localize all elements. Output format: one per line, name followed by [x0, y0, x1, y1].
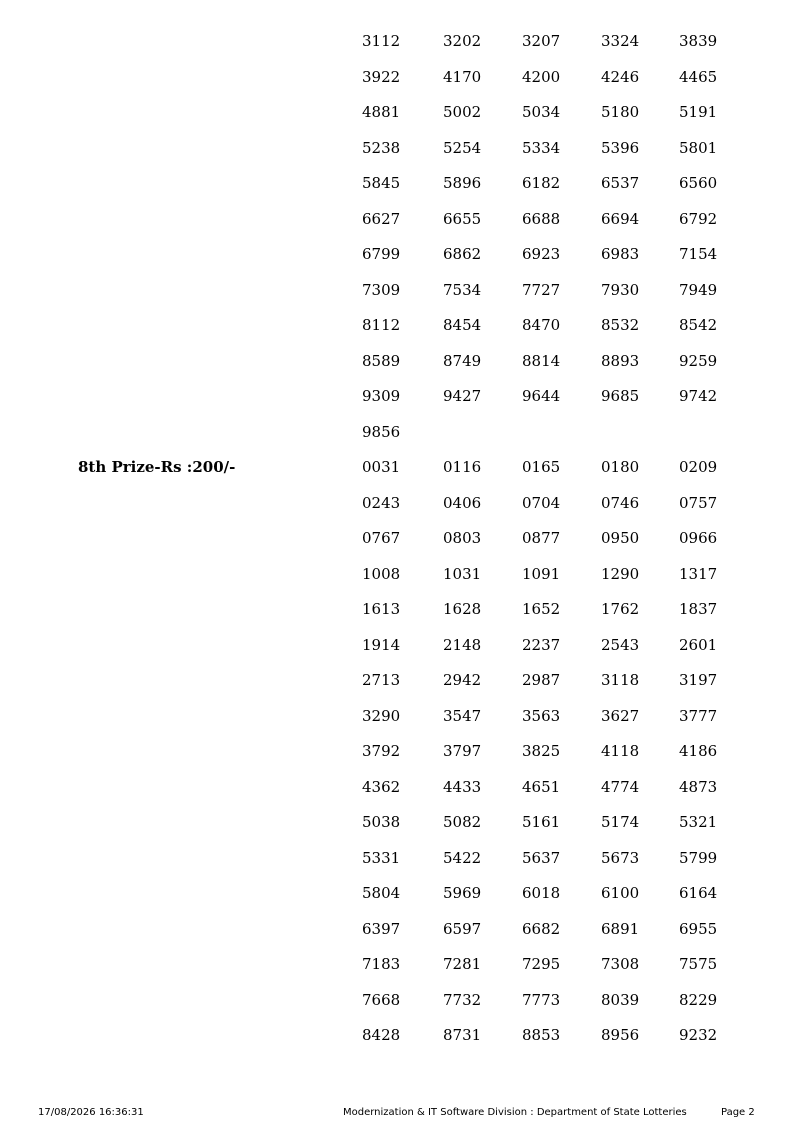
number-row: [0, 742, 800, 762]
number-row: [0, 600, 800, 620]
ticket-number: 7295: [522, 955, 561, 973]
ticket-number: 0767: [362, 529, 401, 547]
ticket-number: 4651: [522, 777, 561, 796]
ticket-number: 6694: [601, 209, 640, 228]
ticket-number: 7575: [679, 955, 718, 973]
ticket-number: 0165: [522, 458, 561, 476]
number-row: [0, 174, 800, 194]
ticket-number: 0966: [679, 529, 718, 547]
ticket-number: 3290: [362, 706, 401, 725]
ticket-number: 0950: [601, 529, 640, 547]
ticket-number: 3797: [443, 742, 482, 760]
ticket-number: 6655: [443, 209, 482, 228]
ticket-number: 5334: [522, 138, 561, 157]
ticket-number: 6627: [362, 209, 401, 228]
prize-label: 8th Prize-Rs :200/-: [78, 458, 236, 476]
ticket-number: 2942: [443, 671, 482, 689]
ticket-number: 0243: [362, 493, 401, 512]
ticket-number: 6799: [362, 245, 401, 263]
ticket-number: 3777: [679, 706, 718, 725]
ticket-number: 8112: [362, 316, 401, 334]
ticket-number: 7773: [522, 990, 561, 1009]
ticket-number: 1031: [443, 564, 482, 583]
ticket-number: 6397: [362, 919, 401, 938]
ticket-number: 5254: [443, 138, 482, 157]
ticket-number: 7534: [443, 280, 482, 299]
ticket-number: 6537: [601, 174, 640, 192]
ticket-number: 8229: [679, 990, 718, 1009]
ticket-number: 6100: [601, 884, 640, 902]
number-row: [0, 636, 800, 656]
ticket-number: 6862: [443, 245, 482, 263]
ticket-number: 1008: [362, 564, 401, 583]
number-row: [0, 68, 800, 88]
number-row: [0, 103, 800, 123]
ticket-number: 8814: [522, 351, 561, 370]
ticket-number: 6182: [522, 174, 561, 192]
ticket-number: 1290: [601, 564, 640, 583]
ticket-number: 5422: [443, 848, 482, 867]
ticket-number: 0180: [601, 458, 640, 476]
ticket-number: 9232: [679, 1026, 718, 1044]
ticket-number: 5637: [522, 848, 561, 867]
ticket-number: 8470: [522, 316, 561, 334]
ticket-number: 1652: [522, 600, 561, 618]
footer-division: Modernization & IT Software Division : Department of State Lotteries: [343, 1107, 687, 1118]
ticket-number: 3112: [362, 32, 401, 50]
number-row: [0, 529, 800, 549]
ticket-number: 3825: [522, 742, 561, 760]
ticket-number: 3627: [601, 706, 640, 725]
number-row: [0, 316, 800, 336]
ticket-number: 6164: [679, 884, 718, 902]
ticket-number: 7732: [443, 990, 482, 1009]
ticket-number: 4465: [679, 67, 718, 86]
ticket-number: 3839: [679, 32, 718, 50]
ticket-number: 6923: [522, 245, 561, 263]
ticket-number: 3197: [679, 671, 718, 689]
ticket-number: 0031: [362, 458, 401, 476]
footer-page-number: Page 2: [721, 1107, 755, 1118]
ticket-number: 0116: [443, 458, 482, 476]
ticket-number: 7930: [601, 280, 640, 299]
ticket-number: 0803: [443, 529, 482, 547]
number-row: [0, 884, 800, 904]
ticket-number: 0877: [522, 529, 561, 547]
ticket-number: 3207: [522, 32, 561, 50]
ticket-number: 3922: [362, 67, 401, 86]
ticket-number: 7309: [362, 280, 401, 299]
ticket-number: 6955: [679, 919, 718, 938]
ticket-number: 9309: [362, 387, 401, 405]
ticket-number: 4118: [601, 742, 640, 760]
ticket-number: 4873: [679, 777, 718, 796]
ticket-number: 6682: [522, 919, 561, 938]
ticket-number: 5180: [601, 103, 640, 121]
ticket-number: 8454: [443, 316, 482, 334]
number-row: [0, 245, 800, 265]
number-row: [0, 813, 800, 833]
ticket-number: 9856: [362, 422, 401, 441]
ticket-number: 5321: [679, 813, 718, 831]
ticket-number: 5396: [601, 138, 640, 157]
ticket-number: 3563: [522, 706, 561, 725]
ticket-number: 7949: [679, 280, 718, 299]
ticket-number: 5034: [522, 103, 561, 121]
number-row: [0, 32, 800, 52]
ticket-number: 8731: [443, 1026, 482, 1044]
number-row: [0, 565, 800, 585]
ticket-number: 8589: [362, 351, 401, 370]
ticket-number: 5801: [679, 138, 718, 157]
ticket-number: 2987: [522, 671, 561, 689]
ticket-number: 6688: [522, 209, 561, 228]
ticket-number: 8532: [601, 316, 640, 334]
ticket-number: 4200: [522, 67, 561, 86]
ticket-number: 2713: [362, 671, 401, 689]
ticket-number: 7668: [362, 990, 401, 1009]
ticket-number: 9259: [679, 351, 718, 370]
ticket-number: 4433: [443, 777, 482, 796]
ticket-number: 5174: [601, 813, 640, 831]
ticket-number: 5799: [679, 848, 718, 867]
ticket-number: 5804: [362, 884, 401, 902]
ticket-number: 5673: [601, 848, 640, 867]
ticket-number: 4186: [679, 742, 718, 760]
ticket-number: 4362: [362, 777, 401, 796]
ticket-number: 8542: [679, 316, 718, 334]
number-row: [0, 1026, 800, 1046]
ticket-number: 8893: [601, 351, 640, 370]
ticket-number: 2148: [443, 635, 482, 654]
number-row: [0, 778, 800, 798]
ticket-number: 9644: [522, 387, 561, 405]
number-row: [0, 955, 800, 975]
ticket-number: 3792: [362, 742, 401, 760]
ticket-number: 8039: [601, 990, 640, 1009]
number-row: [0, 707, 800, 727]
number-row: [0, 494, 800, 514]
ticket-number: 0704: [522, 493, 561, 512]
number-row: [0, 671, 800, 691]
number-row: [0, 423, 800, 443]
ticket-number: 5896: [443, 174, 482, 192]
number-row: [0, 352, 800, 372]
ticket-number: 7183: [362, 955, 401, 973]
ticket-number: 0757: [679, 493, 718, 512]
ticket-number: 5238: [362, 138, 401, 157]
ticket-number: 9685: [601, 387, 640, 405]
ticket-number: 4774: [601, 777, 640, 796]
ticket-number: 5331: [362, 848, 401, 867]
ticket-number: 1091: [522, 564, 561, 583]
ticket-number: 4170: [443, 67, 482, 86]
ticket-number: 0746: [601, 493, 640, 512]
ticket-number: 5969: [443, 884, 482, 902]
ticket-number: 7308: [601, 955, 640, 973]
ticket-number: 3324: [601, 32, 640, 50]
ticket-number: 5845: [362, 174, 401, 192]
ticket-number: 1914: [362, 635, 401, 654]
ticket-number: 3202: [443, 32, 482, 50]
number-row: [0, 387, 800, 407]
number-row: [0, 991, 800, 1011]
ticket-number: 9742: [679, 387, 718, 405]
ticket-number: 0406: [443, 493, 482, 512]
ticket-number: 5082: [443, 813, 482, 831]
ticket-number: 8853: [522, 1026, 561, 1044]
ticket-number: 6983: [601, 245, 640, 263]
ticket-number: 3547: [443, 706, 482, 725]
ticket-number: 7154: [679, 245, 718, 263]
ticket-number: 3118: [601, 671, 640, 689]
number-row: [0, 920, 800, 940]
ticket-number: 5002: [443, 103, 482, 121]
ticket-number: 5161: [522, 813, 561, 831]
ticket-number: 6560: [679, 174, 718, 192]
ticket-number: 8749: [443, 351, 482, 370]
number-row: [0, 458, 800, 478]
footer-timestamp: 17/08/2026 16:36:31: [38, 1107, 144, 1118]
ticket-number: 4881: [362, 103, 401, 121]
ticket-number: 6018: [522, 884, 561, 902]
ticket-number: 7727: [522, 280, 561, 299]
number-row: [0, 849, 800, 869]
ticket-number: 6597: [443, 919, 482, 938]
ticket-number: 6792: [679, 209, 718, 228]
ticket-number: 5038: [362, 813, 401, 831]
ticket-number: 2237: [522, 635, 561, 654]
ticket-number: 8428: [362, 1026, 401, 1044]
ticket-number: 1317: [679, 564, 718, 583]
ticket-number: 1837: [679, 600, 718, 618]
number-row: [0, 139, 800, 159]
ticket-number: 8956: [601, 1026, 640, 1044]
ticket-number: 2543: [601, 635, 640, 654]
ticket-number: 7281: [443, 955, 482, 973]
ticket-number: 9427: [443, 387, 482, 405]
ticket-number: 0209: [679, 458, 718, 476]
ticket-number: 1762: [601, 600, 640, 618]
ticket-number: 1628: [443, 600, 482, 618]
ticket-number: 1613: [362, 600, 401, 618]
ticket-number: 4246: [601, 67, 640, 86]
ticket-number: 6891: [601, 919, 640, 938]
ticket-number: 2601: [679, 635, 718, 654]
number-row: [0, 210, 800, 230]
number-row: [0, 281, 800, 301]
ticket-number: 5191: [679, 103, 718, 121]
